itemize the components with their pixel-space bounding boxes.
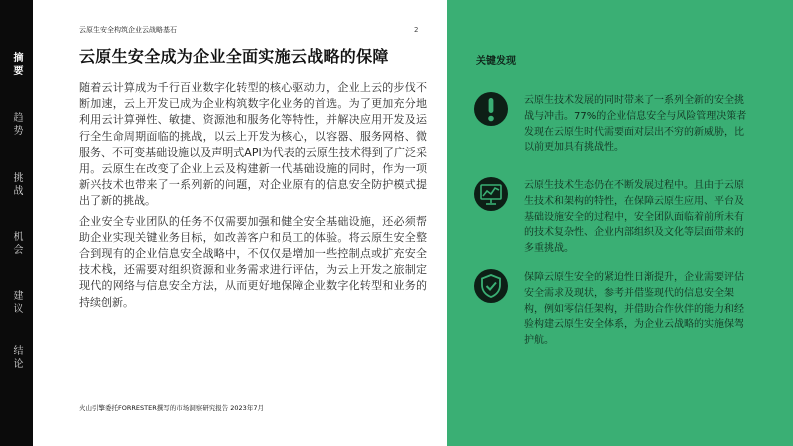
exclamation-icon — [473, 91, 509, 127]
sidebar-item-trends[interactable] — [0, 112, 33, 141]
sidebar-item-label: 摘要 — [11, 52, 22, 78]
sidebar-item-label: 趋势 — [11, 112, 22, 138]
sidebar-item-recommendations[interactable] — [0, 290, 33, 319]
report-header-title: 云原生安全构筑企业云战略基石 — [79, 26, 177, 34]
paragraph: 随着云计算成为千行百业数字化转型的核心驱动力，企业上云的步伐不断加速，云上开发已成为企业构筑数字化业务的首选。为了更加充分地利用云计算弹性、敏捷、资源池和服务化等特性，并解决应用开发及运行全生命周期面临的挑战，以云上开发为核心，以容器、服务网格、微服务、不可变基础设施以及声明式API为代表的云原生技术得到了广泛采用。云原生在改变了企业上云及构建新一代基础设施的同时，作为一项新兴技术也带来了一系列新的问题，对企业原有的信息安全防护模式提出了新的挑战。 — [79, 81, 427, 208]
finding-text: 云原生技术发展的同时带来了一系列全新的安全挑战与冲击。77%的企业信息安全与风险管理决策者发现在云原生时代需要面对层出不穷的新威胁，比以前更加具有挑战性。 — [524, 95, 747, 154]
chart-board-icon — [473, 176, 509, 212]
sidebar-item-label: 机会 — [11, 231, 22, 257]
sidebar-item-label: 结论 — [11, 345, 22, 371]
sidebar-item-opportunities[interactable] — [0, 231, 33, 260]
page-title: 云原生安全成为企业全面实施云战略的保障 — [79, 47, 389, 66]
page-number: 2 — [414, 26, 419, 34]
panel-heading: 关键发现 — [476, 56, 516, 67]
sidebar-item-label: 挑战 — [11, 172, 22, 198]
finding-text: 云原生技术生态仍在不断发展过程中。且由于云原生技术和架构的特性，在保障云原生应用、平台及基础设施安全的过程中，安全团队面临着前所未有的技术复杂性、企业内部组织及文化等层面带来的多重挑战。 — [524, 180, 744, 255]
body-text — [79, 80, 427, 315]
sidebar-item-summary[interactable] — [0, 52, 33, 81]
key-findings-panel — [447, 0, 793, 446]
sidebar-item-label: 建议 — [11, 290, 22, 316]
section-sidebar — [0, 0, 33, 446]
sidebar-item-conclusion[interactable] — [0, 345, 33, 374]
sidebar-item-challenges[interactable] — [0, 172, 33, 201]
shield-check-icon — [473, 268, 509, 304]
footer-source: 火山引擎委托FORRESTER撰写的市场洞察研究报告 2023年7月 — [79, 404, 264, 412]
finding-text: 保障云原生安全的紧迫性日渐提升，企业需要评估安全需求及现状，参考并借鉴现代的信息安全架构，例如零信任架构，并借助合作伙伴的能力和经验构建云原生安全体系，为企业云战略的实施保驾护航。 — [524, 272, 744, 347]
paragraph: 企业安全专业团队的任务不仅需要加强和健全安全基础设施，还必须帮助企业实现关键业务目标，如改善客户和员工的体验。将云原生安全整合到现有的企业信息安全战略中，不仅仅是增加一些控制点或扩充安全技术栈，还需要对组织资源和业务需求进行评估，为云上开发之旅制定现代的网络与信息安全方法，从而更好地保障企业数字化转型和业务的持续创新。 — [79, 214, 427, 309]
